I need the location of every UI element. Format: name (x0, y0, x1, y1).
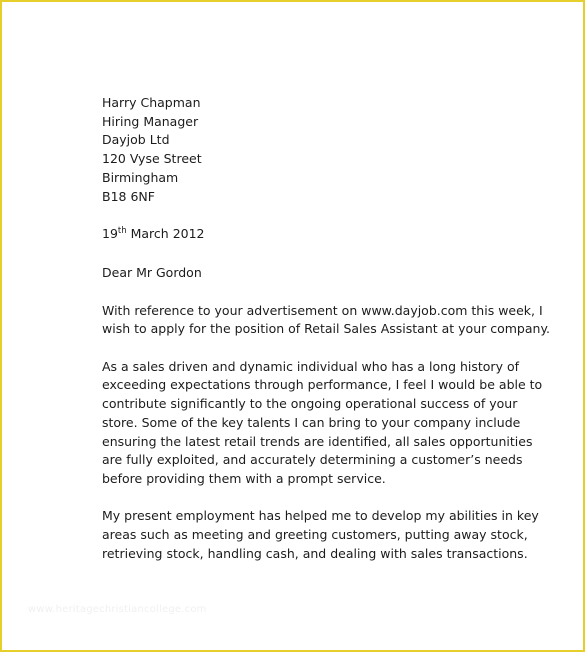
paragraph-reference (102, 302, 551, 339)
paragraph-line: before providing them with a prompt service. (102, 471, 386, 486)
paragraph-line: store. Some of the key talents I can bring to your company include (102, 414, 521, 430)
recipient-address-block (102, 94, 512, 206)
salutation: Dear Mr Gordon (102, 265, 202, 281)
recipient-postcode: B18 6NF (102, 188, 155, 204)
paragraph-line: My present employment has helped me to develop my abilities in key (102, 508, 539, 524)
letter-page (4, 4, 585, 652)
date-suffix: th (117, 225, 127, 236)
spacer (102, 283, 512, 302)
recipient-company: Dayjob Ltd (102, 132, 170, 148)
date-month-year: March 2012 (126, 225, 205, 241)
paragraph-line: ensuring the latest retail trends are identified, all sales opportunities (102, 433, 533, 449)
watermark: www.heritagechristiancollege.com (28, 604, 207, 615)
paragraph-qualities (102, 358, 543, 489)
spacer (102, 246, 512, 265)
paragraph-experience (102, 507, 539, 563)
paragraph-line: are fully exploited, and accurately determining a customer’s needs (102, 452, 523, 468)
recipient-street: 120 Vyse Street (102, 151, 202, 167)
recipient-name: Harry Chapman (102, 95, 201, 110)
letter-date (102, 225, 512, 246)
spacer (102, 489, 512, 508)
paragraph-line: contribute significantly to the ongoing operational success of your (102, 396, 518, 412)
recipient-title: Hiring Manager (102, 113, 199, 129)
paragraph-line: With reference to your advertisement on www.dayjob.com this week, I (102, 302, 543, 318)
date-day: 19 (102, 225, 118, 241)
paragraph-line: wish to apply for the position of Retail Sales Assistant at your company. (102, 321, 551, 337)
paragraph-line: retrieving stock, handling cash, and dealing with sales transactions. (102, 545, 528, 561)
paragraph-line: areas such as meeting and greeting customers, putting away stock, (102, 527, 528, 543)
paragraph-line: exceeding expectations through performance, I feel I would be able to (102, 377, 543, 393)
paragraph-line: As a sales driven and dynamic individual who has a long history of (102, 358, 519, 374)
recipient-city: Birmingham (102, 169, 179, 185)
cover-letter (102, 94, 551, 564)
spacer (102, 206, 512, 225)
spacer (102, 339, 512, 358)
